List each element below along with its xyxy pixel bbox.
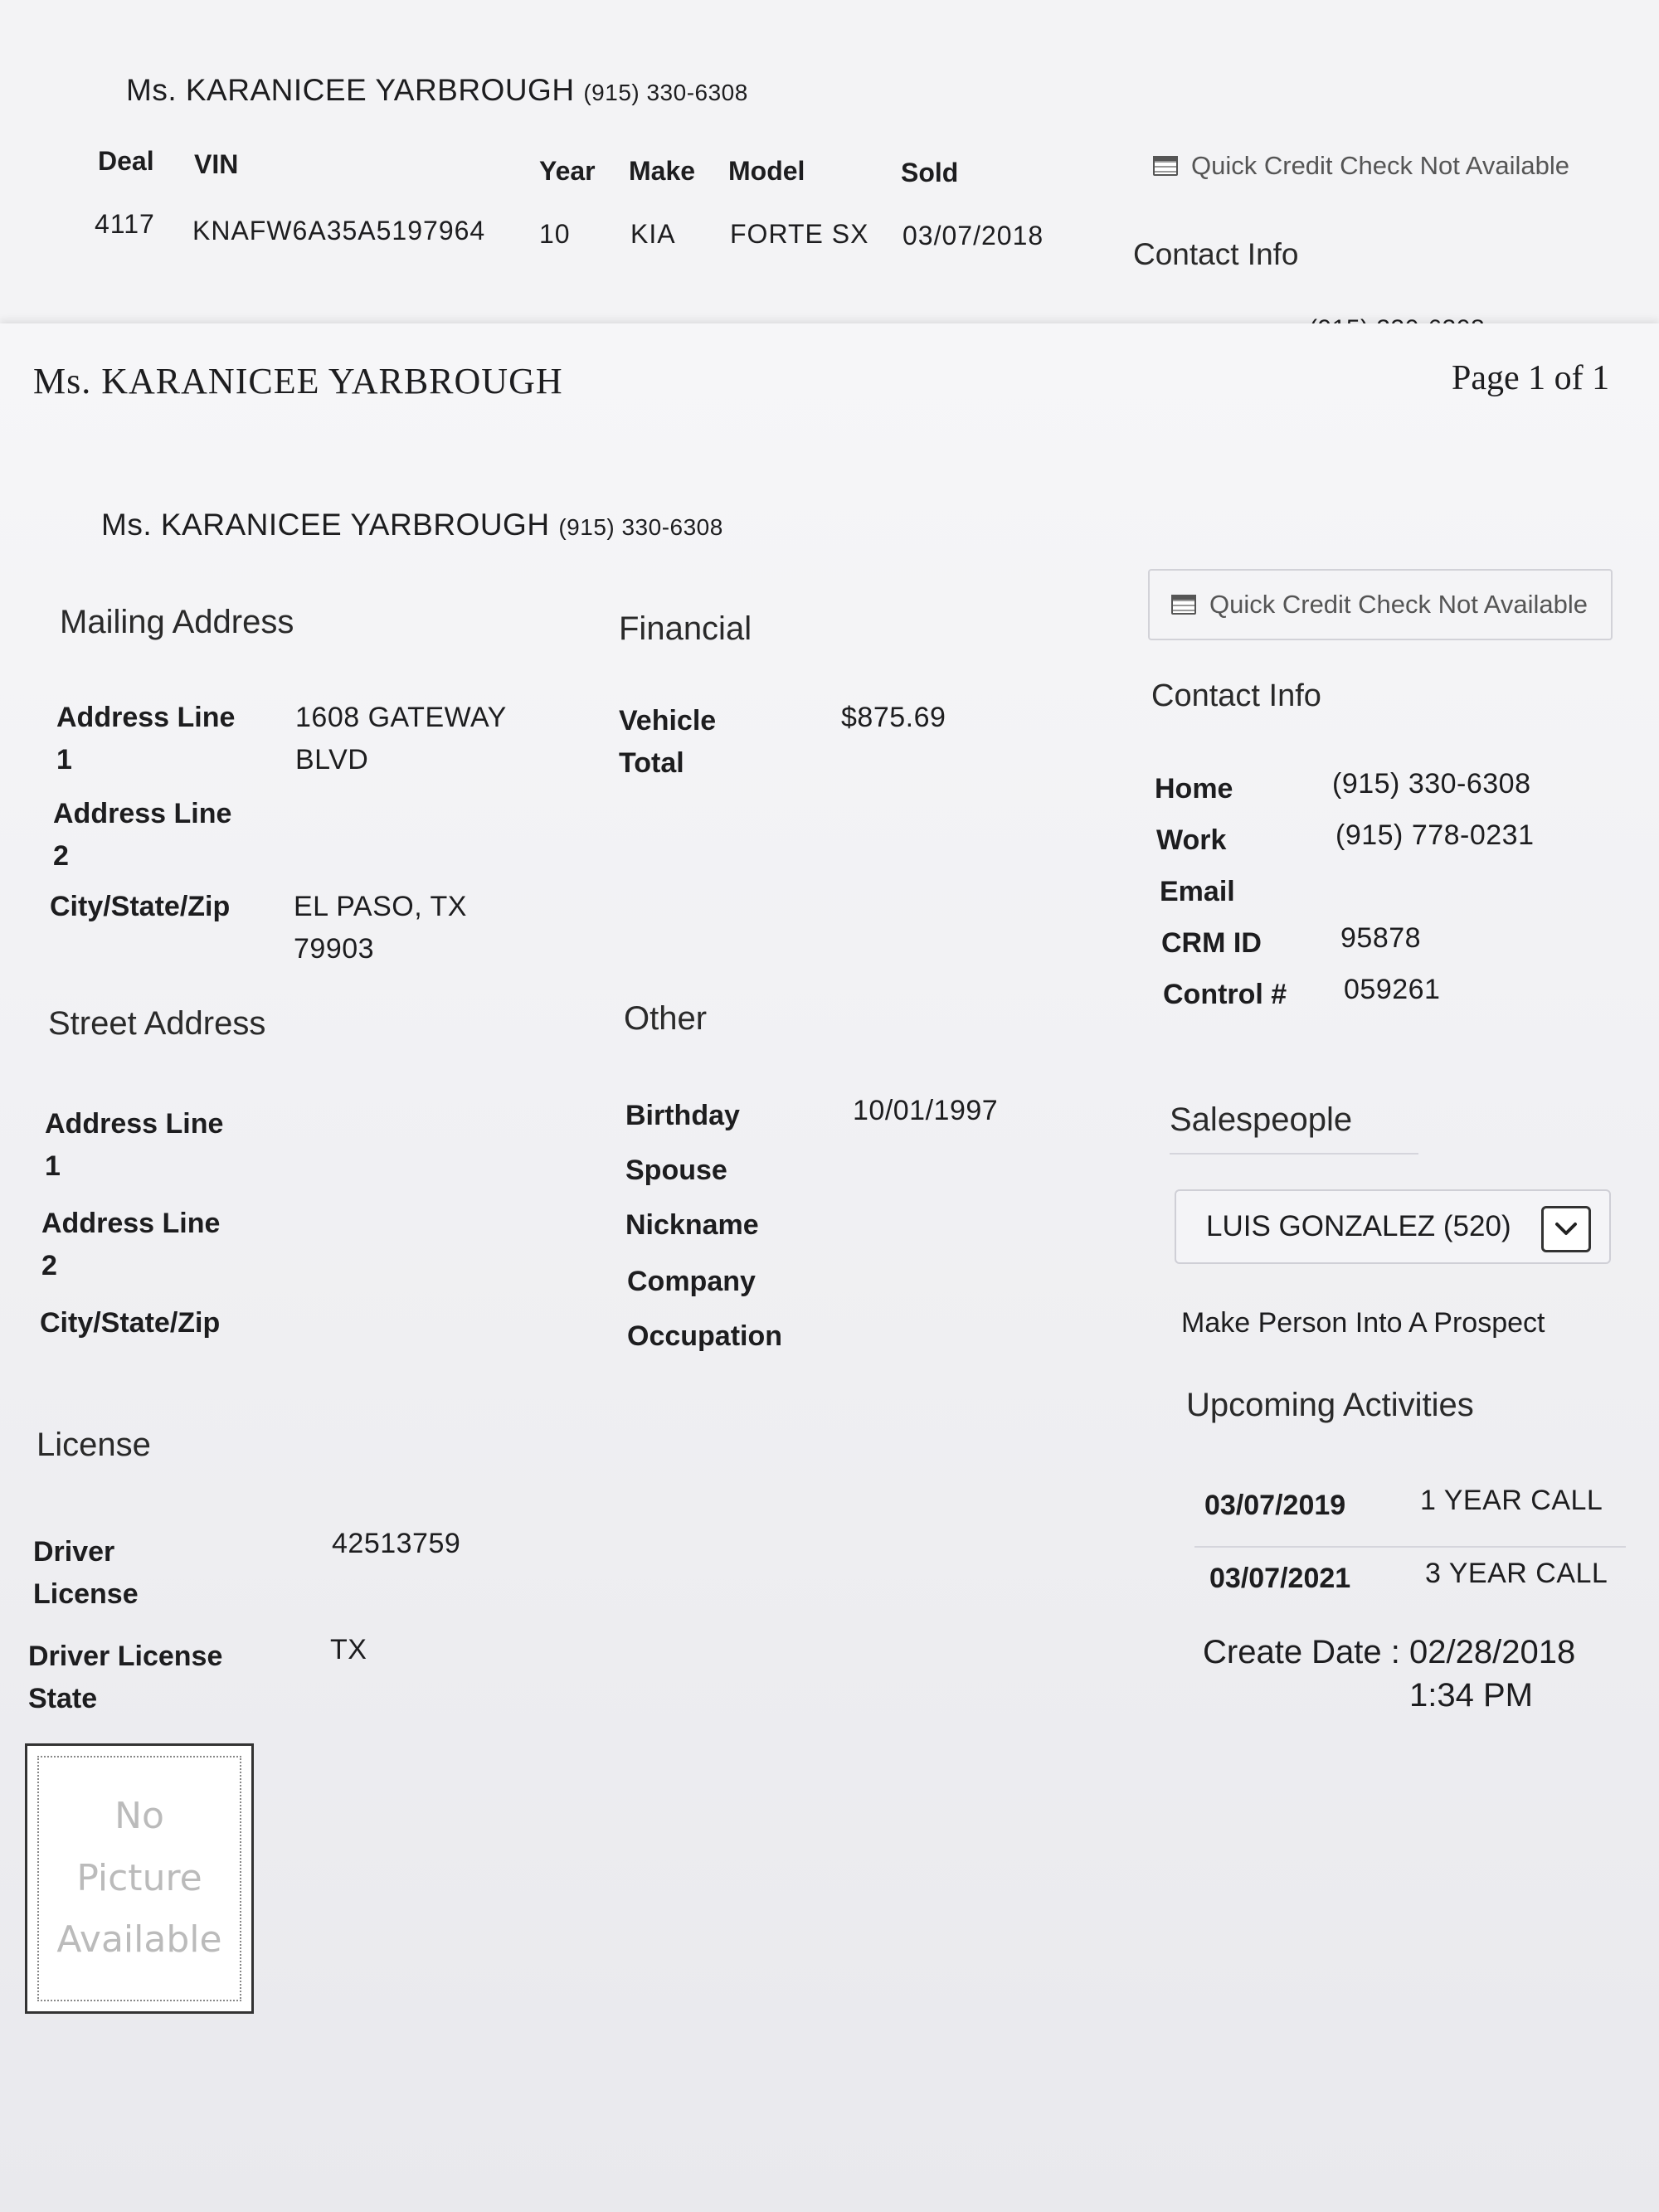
deal-sold-date: 03/07/2018	[902, 221, 1044, 250]
back-customer-name: Ms. KARANICEE YARBROUGH	[126, 73, 575, 107]
front-sheet	[0, 323, 1659, 2212]
col-header-year: Year	[539, 156, 596, 186]
street-address-title: Street Address	[48, 1005, 266, 1042]
customer-name: Ms. KARANICEE YARBROUGH	[101, 508, 550, 542]
col-header-sold: Sold	[901, 158, 959, 187]
other-title: Other	[624, 1000, 708, 1037]
deal-vin: KNAFW6A35A5197964	[192, 216, 486, 246]
driver-license-label: Driver License	[33, 1536, 139, 1610]
upcoming-activities-title: Upcoming Activities	[1186, 1387, 1474, 1423]
back-contact-info-title: Contact Info	[1133, 237, 1299, 271]
no-picture-text: No Picture Available	[56, 1794, 222, 1962]
back-customer-phone: (915) 330-6308	[583, 80, 748, 105]
col-header-make: Make	[629, 156, 696, 186]
vehicle-total-label: Vehicle Total	[619, 705, 717, 779]
driver-license-state-label: Driver License State	[28, 1641, 223, 1714]
back-quick-credit-check[interactable]	[1153, 151, 1569, 181]
birthday-value: 10/01/1997	[853, 1095, 999, 1126]
calendar-icon	[1171, 595, 1196, 615]
chevron-down-icon	[1554, 1221, 1579, 1237]
salesperson-select[interactable]	[1175, 1189, 1611, 1264]
deal-year: 10	[539, 219, 571, 249]
col-header-deal: Deal	[98, 146, 154, 176]
activity-divider	[1194, 1546, 1626, 1548]
col-header-model: Model	[728, 156, 805, 186]
create-date-label: Create Date :	[1203, 1634, 1400, 1670]
email-label: Email	[1160, 876, 1235, 907]
customer-photo-placeholder	[25, 1743, 254, 2014]
calendar-icon	[1153, 156, 1178, 176]
company-label: Company	[627, 1266, 756, 1297]
work-phone-value: (915) 778-0231	[1335, 819, 1535, 851]
control-number-label: Control #	[1163, 979, 1287, 1010]
mailing-address-line2-label: Address Line 2	[53, 798, 232, 872]
mailing-city-state-zip-value: EL PASO, TX 79903	[294, 891, 467, 965]
customer-phone: (915) 330-6308	[558, 514, 723, 540]
street-address-line2-label: Address Line 2	[41, 1208, 221, 1281]
quick-credit-check[interactable]	[1148, 569, 1613, 640]
contact-info-title: Contact Info	[1151, 678, 1321, 713]
occupation-label: Occupation	[627, 1320, 783, 1352]
nickname-label: Nickname	[625, 1209, 759, 1241]
page-header-name: Ms. KARANICEE YARBROUGH	[33, 361, 563, 401]
deal-number[interactable]: 4117	[95, 209, 155, 239]
activity-date: 03/07/2019	[1204, 1490, 1346, 1521]
create-date-value: 02/28/2018 1:34 PM	[1409, 1634, 1576, 1714]
driver-license-value: 42513759	[332, 1528, 461, 1559]
street-city-state-zip-label: City/State/Zip	[40, 1307, 221, 1339]
back-customer-header	[126, 73, 748, 108]
spouse-label: Spouse	[625, 1155, 727, 1186]
make-prospect-link[interactable]: Make Person Into A Prospect	[1181, 1307, 1545, 1339]
mailing-address-line1-label: Address Line 1	[56, 702, 236, 775]
page-indicator: Page 1 of 1	[1452, 359, 1610, 397]
birthday-label: Birthday	[625, 1100, 740, 1131]
activity-date: 03/07/2021	[1209, 1563, 1351, 1594]
salesperson-selected-value: LUIS GONZALEZ (520)	[1206, 1210, 1511, 1242]
home-phone-value: (915) 330-6308	[1332, 768, 1531, 800]
activity-description[interactable]: 1 YEAR CALL	[1420, 1485, 1603, 1516]
street-address-line1-label: Address Line 1	[45, 1108, 224, 1182]
crm-id-value: 95878	[1340, 922, 1422, 954]
back-sheet	[0, 0, 1659, 332]
activity-description[interactable]: 3 YEAR CALL	[1425, 1558, 1608, 1589]
control-number-value: 059261	[1344, 974, 1441, 1005]
salespeople-title: Salespeople	[1170, 1101, 1353, 1138]
back-quick-credit-check-label: Quick Credit Check Not Available	[1191, 151, 1570, 180]
crm-id-label: CRM ID	[1161, 927, 1262, 959]
financial-title: Financial	[619, 610, 752, 647]
create-date	[1203, 1631, 1625, 1717]
dropdown-button[interactable]	[1541, 1206, 1591, 1252]
driver-license-state-value: TX	[330, 1634, 367, 1665]
deal-model: FORTE SX	[730, 219, 869, 249]
col-header-vin: VIN	[194, 149, 239, 179]
mailing-address-title: Mailing Address	[60, 604, 294, 640]
license-title: License	[36, 1427, 151, 1463]
customer-header	[101, 508, 723, 542]
work-label: Work	[1156, 824, 1227, 856]
quick-credit-check-label: Quick Credit Check Not Available	[1209, 590, 1588, 619]
mailing-city-state-zip-label: City/State/Zip	[50, 891, 231, 922]
salespeople-divider	[1170, 1153, 1418, 1155]
mailing-address-line1-value: 1608 GATEWAY BLVD	[295, 702, 507, 775]
deal-make: KIA	[630, 219, 676, 249]
vehicle-total-value: $875.69	[841, 702, 946, 733]
home-label: Home	[1155, 773, 1233, 805]
photo-frame	[37, 1756, 241, 2001]
